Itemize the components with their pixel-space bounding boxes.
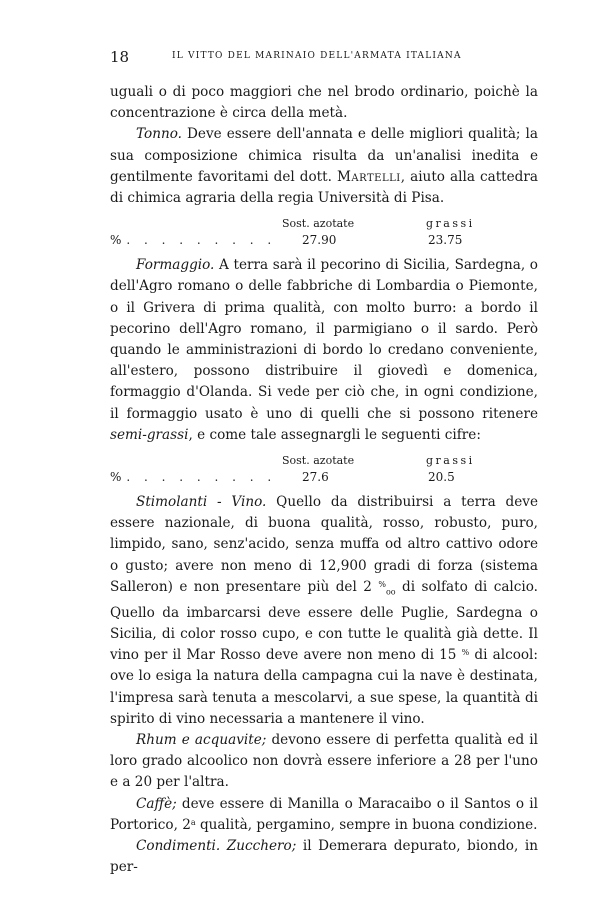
paragraph-brodo: uguali o di poco maggiori che nel brodo ordinario, poichè la concentrazione è circa della metà.: [110, 84, 538, 122]
page-header: [110, 48, 540, 68]
paragraph-caffe: Caffè; deve essere di Manilla o Maracaibo o il Santos o il Portorico, 2$^a$ qualità, pergamino, sempre in buona condizione.: [110, 795, 538, 833]
author-name: Martelli: [337, 168, 401, 185]
column-header-grassi: grassi: [426, 217, 475, 231]
row-label-percent: %. . . . . . . . .: [110, 470, 277, 485]
composition-table-formaggio: [110, 450, 538, 490]
term-rhum: Rhum e acquavite;: [136, 732, 267, 748]
page-number: 18: [110, 48, 130, 66]
column-header-grassi: grassi: [426, 454, 475, 468]
term-formaggio: Formaggio.: [136, 257, 215, 274]
paragraph-formaggio: Formaggio. A terra sarà il pecorino di Sicilia, Sardegna, o dell'Agro romano o delle fabbriche di Lombardia o Piemonte, o il Grivera di prima qualità, con molto burro: a bordo il pecorino dell'Agro romano, il parmigiano o il sardo. Però quando le amministrazioni di bordo lo credano conveniente, all'estero, possono distribuire il giovedì e domenica, formaggio d'Olanda. Si vede per ciò che, in ogni condizione, il formaggio usato è uno di quelli che si possono ritenere semi-grassi, e come tale assegnargli le seguenti cifre:: [110, 257, 538, 443]
term-condimenti: Condimenti. Zucchero;: [136, 838, 297, 855]
permille-sign: %: [378, 579, 386, 589]
value-grassi: 23.75: [428, 233, 463, 248]
term-tonno: Tonno.: [136, 126, 182, 143]
paragraph-condimenti: Condimenti. Zucchero; il Demerara depurato, biondo, in per-: [110, 838, 538, 876]
permille-sign-sub: oo: [385, 587, 396, 597]
term-caffe: Caffè;: [136, 795, 177, 812]
term-semi-grassi: semi-grassi: [110, 426, 189, 443]
column-header-azotate: Sost. azotate: [282, 454, 355, 468]
paragraph-vino: Stimolanti - Vino. Quello da distribuirsi a terra deve essere nazionale, di buona qualità, rosso, robusto, puro, limpido, sano, senz'acido, senza muffa od altro cattivo odore o gusto; avere non meno di 12,900 gradi di forza (sistema Salleron) e non presentare più del 2 %$_{oo}$ di solfato di calcio. Quello da imbarcarsi deve essere delle Puglie, Sardegna o Sicilia, di color rosso cupo, e con tutte le qualità già dette. Il vino per il Mar Rosso deve avere non meno di 15 % di alcool: ove lo esiga la natura della campagna cui la nave è destinata, l'impresa sarà tenuta a mescolarvi, a sue spese, la quantità di spirito di vino necessaria a mantenere il vino.: [110, 494, 539, 727]
row-label-percent: %. . . . . . . . .: [110, 233, 277, 248]
percent-sign: %: [461, 648, 470, 658]
column-header-azotate: Sost. azotate: [282, 217, 355, 231]
value-grassi: 20.5: [428, 470, 455, 485]
page-body: [110, 82, 538, 878]
composition-table-tonno: [110, 213, 538, 253]
term-stimolanti-vino: Stimolanti - Vino.: [136, 494, 267, 511]
value-azotate: 27.90: [302, 233, 337, 248]
paragraph-tonno: Tonno. Deve essere dell'annata e delle migliori qualità; la sua composizione chimica risulta da un'analisi inedita e gentilmente favoritami del dott. Martelli, aiuto alla cattedra di chimica agraria della regia Università di Pisa.: [110, 126, 538, 207]
superscript-a: a: [190, 817, 196, 827]
paragraph-rhum: Rhum e acquavite; devono essere di perfetta qualità ed il loro grado alcoolico non dovrà essere inferiore a 28 per l'uno e a 20 per l'altra.: [110, 732, 538, 791]
value-azotate: 27.6: [302, 470, 329, 485]
running-title: IL VITTO DEL MARINAIO DELL'ARMATA ITALIANA: [172, 51, 462, 61]
